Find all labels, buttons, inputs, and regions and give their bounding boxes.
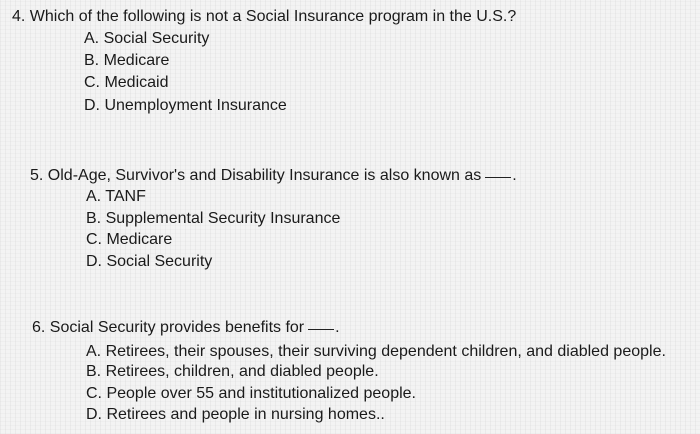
question-6-option-d: D. Retirees and people in nursing homes.. bbox=[86, 406, 385, 423]
question-4-option-c: C. Medicaid bbox=[84, 74, 169, 91]
question-5-option-c: C. Medicare bbox=[86, 231, 173, 248]
question-4-option-d: D. Unemployment Insurance bbox=[84, 97, 287, 114]
question-6-text: 6. Social Security provides benefits for bbox=[32, 319, 305, 336]
question-5-text: 5. Old-Age, Survivor's and Disability Insurance is also known as bbox=[30, 167, 482, 184]
answer-blank bbox=[308, 327, 334, 330]
question-6-option-a: A. Retirees, their spouses, their surviving dependent children, and diabled people. bbox=[86, 343, 666, 360]
question-4-option-b: B. Medicare bbox=[84, 52, 170, 69]
question-6-option-c: C. People over 55 and institutionalized people. bbox=[86, 385, 416, 402]
question-5-option-b: B. Supplemental Security Insurance bbox=[86, 210, 341, 227]
question-5-option-d: D. Social Security bbox=[86, 253, 213, 270]
question-5-prompt bbox=[30, 165, 517, 187]
question-4-text: 4. Which of the following is not a Social Insurance program in the U.S.? bbox=[12, 8, 517, 25]
question-4-option-a: A. Social Security bbox=[84, 30, 210, 47]
question-5-suffix: . bbox=[512, 167, 517, 184]
question-5-option-a: A. TANF bbox=[86, 188, 146, 205]
answer-blank bbox=[485, 175, 511, 178]
question-6-suffix: . bbox=[335, 319, 340, 336]
question-6-option-b: B. Retirees, children, and diabled people. bbox=[86, 363, 379, 380]
question-6-prompt bbox=[32, 317, 340, 339]
question-4-prompt bbox=[12, 6, 516, 28]
